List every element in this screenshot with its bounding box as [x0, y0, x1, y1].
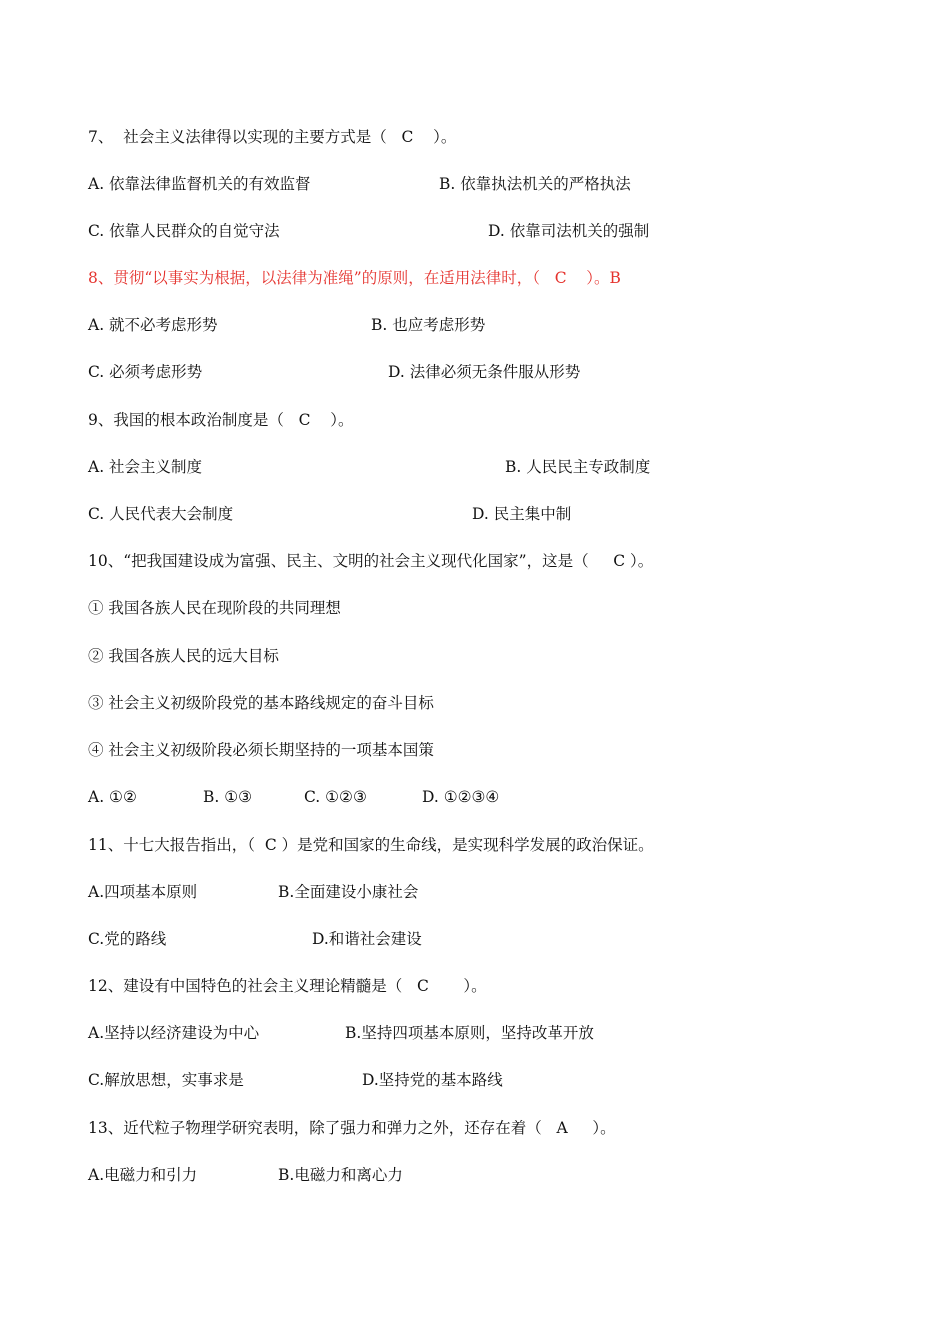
question-7-option-a: A. 依靠法律监督机关的有效监督 [88, 175, 311, 193]
question-12-option-b: B.坚持四项基本原则，坚持改革开放 [345, 1024, 594, 1042]
question-9-option-d: D. 民主集中制 [472, 505, 572, 523]
question-9-option-b: B. 人民民主专政制度 [505, 458, 651, 476]
question-10-statement-3: ③ 社会主义初级阶段党的基本路线规定的奋斗目标 [88, 694, 434, 712]
question-11-stem: 11、十七大报告指出，（ C ）是党和国家的生命线，是实现科学发展的政治保证。 [88, 836, 654, 854]
question-11-option-c: C.党的路线 [88, 930, 167, 948]
question-7-option-c: C. 依靠人民群众的自觉守法 [88, 222, 280, 240]
question-12-option-c: C.解放思想，实事求是 [88, 1071, 244, 1089]
question-11-option-b: B.全面建设小康社会 [278, 883, 419, 901]
question-10-option-d: D. ①②③④ [422, 788, 500, 806]
question-10-stem: 10、“把我国建设成为富强、民主、文明的社会主义现代化国家”，这是（ C ）。 [88, 552, 654, 570]
question-7-stem: 7、 社会主义法律得以实现的主要方式是（ C ）。 [88, 128, 457, 146]
question-8-option-c: C. 必须考虑形势 [88, 363, 203, 381]
question-13-stem: 13、近代粒子物理学研究表明，除了强力和弹力之外，还存在着（ A ）。 [88, 1119, 616, 1137]
question-13-option-b: B.电磁力和离心力 [278, 1166, 403, 1184]
question-12-stem: 12、建设有中国特色的社会主义理论精髓是（ C ）。 [88, 977, 487, 995]
question-13-option-a: A.电磁力和引力 [88, 1166, 198, 1184]
question-9-option-c: C. 人民代表大会制度 [88, 505, 234, 523]
question-9-stem: 9、我国的根本政治制度是（ C ）。 [88, 411, 354, 429]
question-8-option-a: A. 就不必考虑形势 [88, 316, 218, 334]
question-10-statement-4: ④ 社会主义初级阶段必须长期坚持的一项基本国策 [88, 741, 434, 759]
question-8-option-b: B. 也应考虑形势 [371, 316, 486, 334]
question-11-option-d: D.和谐社会建设 [312, 930, 422, 948]
question-8-stem: 8、贯彻“以事实为根据，以法律为准绳”的原则，在适用法律时，（ C ）。B [88, 269, 621, 287]
question-11-option-a: A.四项基本原则 [88, 883, 198, 901]
question-10-option-b: B. ①③ [203, 788, 253, 806]
question-10-option-c: C. ①②③ [304, 788, 367, 806]
question-12-option-a: A.坚持以经济建设为中心 [88, 1024, 260, 1042]
question-8-option-d: D. 法律必须无条件服从形势 [388, 363, 581, 381]
question-10-option-a: A. ①② [88, 788, 137, 806]
question-10-statement-2: ② 我国各族人民的远大目标 [88, 647, 279, 665]
question-7-option-d: D. 依靠司法机关的强制 [488, 222, 650, 240]
question-7-option-b: B. 依靠执法机关的严格执法 [439, 175, 631, 193]
question-9-option-a: A. 社会主义制度 [88, 458, 203, 476]
question-10-statement-1: ① 我国各族人民在现阶段的共同理想 [88, 599, 341, 617]
question-12-option-d: D.坚持党的基本路线 [362, 1071, 503, 1089]
